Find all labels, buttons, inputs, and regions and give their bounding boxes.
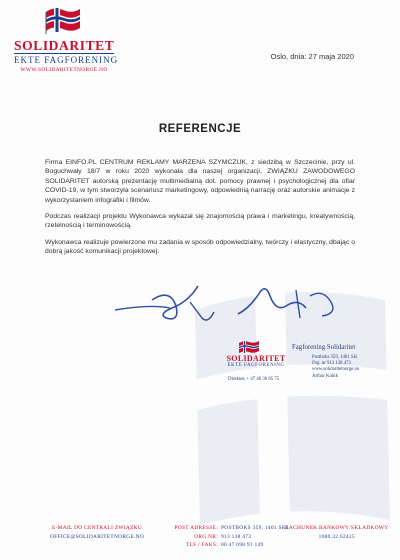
paragraph: Firma EINFO.PL CENTRUM REKLAMY MARZENA SZYMCZUK, z siedzibą w Szczecinie, przy ul. Boguchwały 18/7 w roku 2020 wykonała dla naszej organizacji, ZWIĄZKU ZAWODOWEGO SOLIDARITET autorską prezentację multimedialną dot. pomocy prawnej i psychologicznej dla ofiar COVID-19, w tym stworzyła scenariusz marketingowy, odpowiednią narrację oraz autorskie animacje z wykorzystaniem infografiki i filmów. bbox=[45, 159, 355, 204]
footer-org-value: 913 138 473 bbox=[221, 533, 252, 540]
stamp-line: Arthur Kubik bbox=[312, 373, 338, 379]
footer-tel-value: 00 47 698 91 149 bbox=[221, 542, 264, 549]
footer-bank-label: RACHUNEK BANKOWY/SKŁADKOWY bbox=[285, 525, 389, 531]
stamp-director: Direktør, + 47 46 36 85 75 bbox=[228, 377, 280, 382]
stamp-line: www.solidaritetnorge.no bbox=[312, 367, 360, 373]
footer-tel-label: TLF / FAKS: bbox=[186, 542, 218, 549]
footer-bank-value: 1080.32.62425 bbox=[318, 533, 355, 540]
footer-email-value[interactable]: OFFICE@SOLIDARITETNORGE.NO bbox=[50, 533, 145, 540]
footer-post-value: POSTBOKS 359, 1401 SKI bbox=[221, 525, 289, 531]
paragraph: Wykonawca realizuje powierzone mu zadania w sposób odpowiedzialny, twórczy i elastyczny, dbając o dobrą jakość komunikacji projektowej. bbox=[45, 238, 355, 255]
document-title: REFERENCJE bbox=[158, 123, 242, 135]
footer-values bbox=[221, 524, 288, 550]
logo-name: SOLIDARITET bbox=[14, 38, 115, 53]
stamp-subtitle: EKTE FAGFORENING bbox=[227, 363, 285, 368]
footer-email-label: E-MAIL DO CENTRALI ZWIĄZKU bbox=[51, 525, 143, 531]
logo-website: WWW.SOLIDARITETNORGE.NO bbox=[20, 67, 108, 73]
document-date: Oslo, dnia: 27 maja 2020 bbox=[270, 52, 354, 61]
footer-labels bbox=[158, 524, 218, 550]
footer-bank-block bbox=[285, 524, 388, 541]
footer-org-label: ORG.NR: bbox=[194, 533, 218, 540]
handwritten-signature bbox=[110, 278, 360, 338]
footer-email-block bbox=[50, 524, 144, 541]
norway-flag-icon bbox=[238, 340, 260, 354]
stamp-name: SOLIDARITET bbox=[226, 354, 286, 363]
stamp-line: Org. nr 913 138 473 bbox=[312, 361, 351, 367]
paragraph: Podczas realizacji projektu Wykonawca wykazał się znajomością prawa i marketingu, kreatywnością, rzetelnością i terminowością. bbox=[45, 212, 355, 230]
stamp-details bbox=[292, 344, 359, 380]
logo-subtitle: EKTE FAGFORENING bbox=[14, 55, 119, 65]
document-body bbox=[45, 158, 355, 263]
norway-flag-icon bbox=[44, 6, 82, 34]
stamp-organization: Fagforening Solidaritet bbox=[292, 344, 356, 351]
letterhead-footer bbox=[0, 520, 400, 560]
footer-post-label: POST ADRESSE: bbox=[174, 525, 218, 531]
stamp-line: Postboks 359, 1401 Ski bbox=[312, 355, 358, 360]
company-stamp bbox=[226, 340, 386, 422]
